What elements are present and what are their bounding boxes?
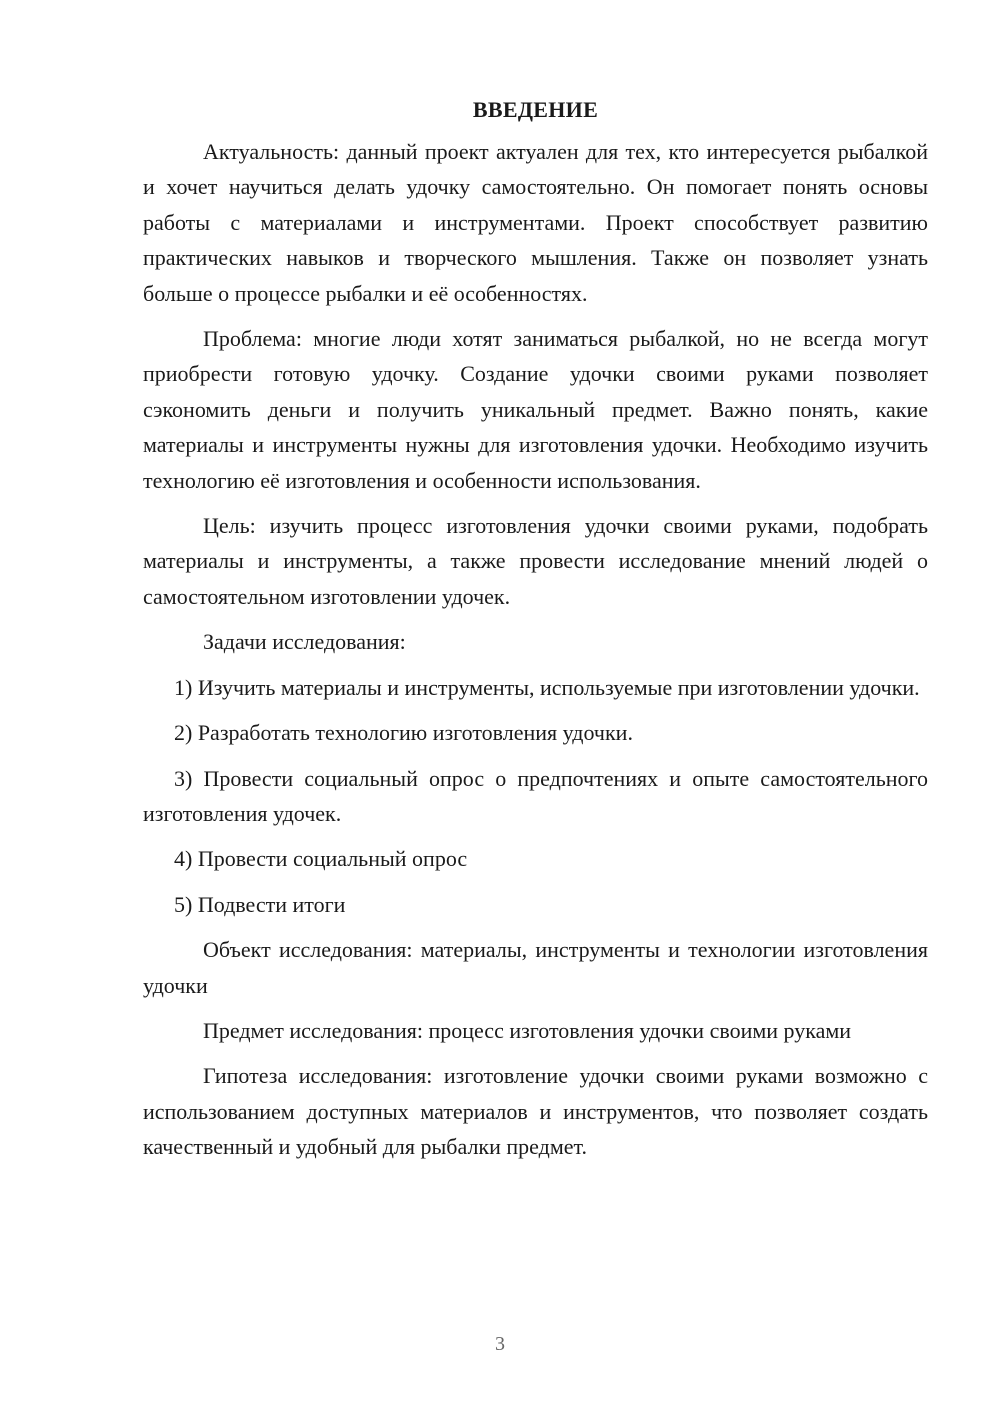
tasks-heading: Задачи исследования: [203,629,406,655]
paragraph-goal: Цель: изучить процесс изготовления удочки своими руками, подобрать материалы и инструменты, а также провести исследование мнений людей о самостоятельном изготовлении удочек. [143,513,928,609]
task-item-5: 5) Подвести итоги [174,891,346,917]
page-content [143,92,928,1175]
paragraph-problem: Проблема: многие люди хотят заниматься рыбалкой, но не всегда могут приобрести готовую удочку. Создание удочки своими руками позволяет сэкономить деньги и получить уникальный предмет. Важно понять, какие материалы и инструменты нужны для изготовления удочки. Необходимо изучить технологию её изготовления и особенности использования. [143,326,928,493]
paragraph-hypothesis: Гипотеза исследования: изготовление удочки своими руками возможно с использованием доступных материалов и инструментов, что позволяет создать качественный и удобный для рыбалки предмет. [143,1063,928,1160]
page-number: 3 [495,1333,505,1355]
task-item-2: 2) Разработать технологию изготовления удочки. [174,720,633,746]
page-title: ВВЕДЕНИЕ [472,97,599,122]
task-item-3: 3) Провести социальный опрос о предпочтениях и опыте самостоятельного изготовления удочек. [143,765,928,826]
paragraph-subject: Предмет исследования: процесс изготовления удочки своими руками [203,1017,852,1043]
task-item-4: 4) Провести социальный опрос [174,846,468,872]
paragraph-object: Объект исследования: материалы, инструменты и технологии изготовления удочки [143,937,928,998]
paragraph-relevance: Актуальность: данный проект актуален для тех, кто интересуется рыбалкой и хочет научиться делать удочку самостоятельно. Он помогает понять основы работы с материалами и инструментами. Проект способствует развитию практических навыков и творческого мышления. Также он позволяет узнать больше о процессе рыбалки и её особенностях. [143,139,928,306]
task-item-1: 1) Изучить материалы и инструменты, используемые при изготовлении удочки. [174,674,920,700]
